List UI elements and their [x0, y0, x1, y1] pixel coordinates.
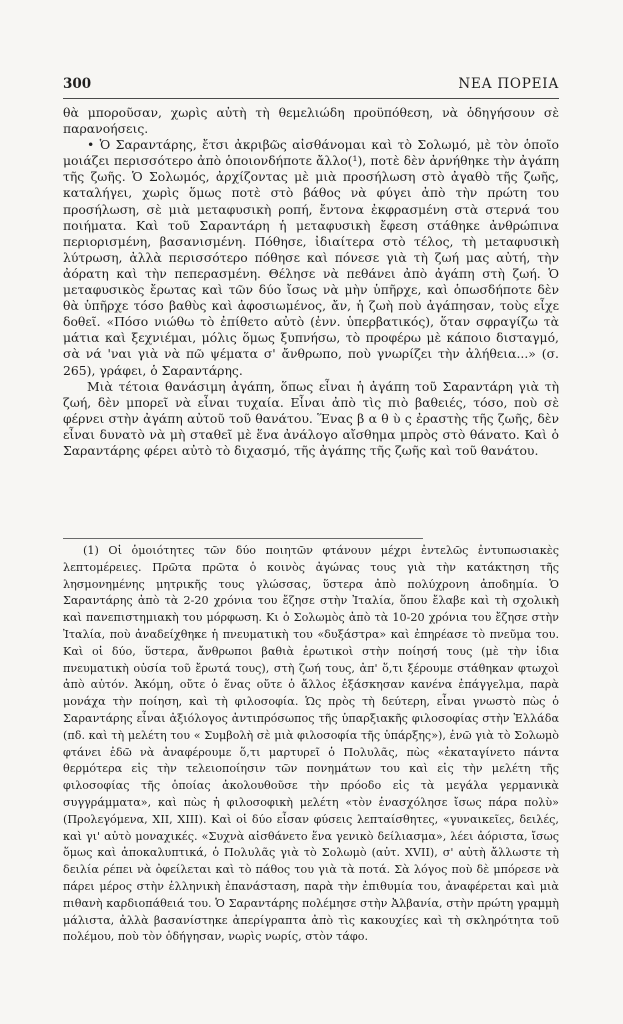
- paragraph-continuation: θὰ μποροῦσαν, χωρὶς αὐτὴ τὴ θεμελιώδη προϋπόθεση, νὰ ὁδηγήσουν σὲ παρανοήσεις.: [63, 105, 559, 137]
- paragraph-deadly-love: Μιὰ τέτοια θανάσιμη ἀγάπη, ὅπως εἶναι ἡ ἀγάπη τοῦ Σαραντάρη γιὰ τὴ ζωή, δὲν μπορεῖ νὰ εἶναι τυχαία. Εἶναι ἀπὸ τὶς πιὸ βαθειές, τόσο, ποὺ σὲ φέρνει στὴν ἀγάπη αὐτοῦ τοῦ θανάτου. Ἕνας β α θ ὺ ς ἐραστὴς τῆς ζωῆς, δὲν εἶναι δυνατὸ νὰ μὴ σταθεῖ μὲ ἕνα ἀνάλογο αἴσθημα μπρὸς στὸ θάνατο. Καὶ ὁ Σαραντάρης φέρει αὐτὸ τὸ διχασμό, τῆς ἀγάπης τῆς ζωῆς καὶ τοῦ θανάτου.: [63, 378, 559, 458]
- footnotes: [63, 543, 559, 946]
- journal-title: ΝΕΑ ΠΟΡΕΙΑ: [458, 76, 559, 92]
- main-text: [63, 105, 559, 459]
- running-header: [63, 76, 559, 92]
- paragraph-sarantaris-solomos: • Ὁ Σαραντάρης, ἔτσι ἀκριβῶς αἰσθάνομαι καὶ τὸ Σολωμό, μὲ τὸν ὁποῖο μοιάζει περισσότερο ἀπὸ ὁποιονδήποτε ἄλλο(¹), ποτὲ δὲν ἀρνήθηκε τὴν ἀγάπη τῆς ζωῆς. Ὁ Σολωμός, ἀρχίζοντας μὲ μιὰ προσήλωση στὸ ἀγαθὸ τῆς ζωῆς, καταλήγει, χωρὶς ὅμως ποτὲ στὸ βάθος νὰ φύγει ἀπὸ τὴν πρώτη του προσήλωση, σὲ μιὰ μεταφυσικὴ ροπή, ἔντονα ἐκφρασμένη στὰ στερνά του ποιήματα. Καὶ τοῦ Σαραντάρη ἡ μεταφυσικὴ ἔφεση στάθηκε ἀνθρώπινα περιορισμένη, βασανισμένη. Πόθησε, ἰδιαίτερα στὸ τέλος, τὴ μεταφυσικὴ λύτρωση, ἀλλὰ περισσότερο πόθησε καὶ πόνεσε γιὰ τὴ ζωή μας αὐτή, τὴν ἀόρατη καὶ τὴν πεπερασμένη. Θέλησε νὰ πεθάνει ἀπὸ ἀγάπη στὴ ζωή. Ὁ μεταφυσικὸς ἔρωτας καὶ τῶν δύο ἴσως νὰ μὴν ὑπῆρχε, καὶ ὁπωσδήποτε δὲν θὰ ὑπῆρχε τόσο βαθὺς καὶ ἀφοσιωμένος, ἄν, ἡ ζωὴ ποὺ ἀγάπησαν, τοὺς εἶχε δοθεῖ. «Πόσο νιώθω τὸ ἐπίθετο αὐτὸ (ἐνν. ὑπερβατικός), ὅταν σφραγίζω τὰ μάτια καὶ ξεχνιέμαι, μόλις ὅμως ξυπνήσω, τὸ προφέρω μὲ κάποιο δισταγμό, σὰ νά 'ναι γιὰ νὰ πῶ ψέματα σ' ἄνθρωπο, ποὺ γνωρίζει τὴν ἀλήθεια...» (σ. 265), γράφει, ὁ Σαραντάρης.: [63, 137, 559, 378]
- header-rule: [63, 98, 559, 99]
- page-number: 300: [63, 76, 92, 92]
- footnote-1: (1) Οἱ ὁμοιότητες τῶν δύο ποιητῶν φτάνουν μέχρι ἐντελῶς ἐντυπωσιακὲς λεπτομέρειες. Πρῶτα πρῶτα ὁ κοινὸς ἀγώνας τους γιὰ τὴν κατάκτηση τῆς λησμονημένης μητρικῆς τους γλώσσας, ὕστερα ἀπὸ πολύχρονη ἀποδημία. Ὁ Σαραντάρης ἀπὸ τὰ 2-20 χρόνια του ἔζησε στὴν Ἰταλία, ὅπου ἔλαβε καὶ τὴ σχολικὴ καὶ πανεπιστημιακὴ του μόρφωση. Κι ὁ Σολωμὸς ἀπὸ τὰ 10-20 χρόνια του ἔζησε στὴν Ἰταλία, ποὺ ἀναδείχθηκε ἡ πνευματικὴ του «δυξάστρα» καὶ ἐπηρέασε τὸ πνεῦμα του. Καὶ οἱ δύο, ὕστερα, ἄνθρωποι βαθιὰ ἐρωτικοὶ στὴν ποίησή τους (μὲ τὴν ἰδια πνευματικὴ οὐσία τοῦ ἔρωτά τους), στὴ ζωή τους, ἀπ' ὅ,τι ξέρουμε στάθηκαν φτωχοὶ ἀπὸ αὐτόν. Ἀκόμη, οὔτε ὁ ἕνας οὔτε ὁ ἄλλος ἐξάσκησαν κανένα ἐπάγγελμα, παρὰ μονάχα τὴν ποίηση, καὶ τὴ φιλοσοφία. Ὡς πρὸς τὴ δεύτερη, εἶναι γνωστὸ πὼς ὁ Σαραντάρης εἶναι ἀξιόλογος ἀντιπρόσωπος τῆς ὑπαρξιακῆς φιλοσοφίας στὴν Ἑλλάδα (πδ. καὶ τὴ μελέτη του « Συμβολὴ σὲ μιὰ φιλοσοφία τῆς ὑπάρξης»), ἐνῶ γιὰ τὸ Σολωμὸ φτάνει ἐδῶ νὰ ἀναφέρουμε ὅ,τι μαρτυρεῖ ὁ Πολυλᾶς, πὼς «ἐκαταγίνετο πάντα θερμότερα εἰς τὴν τελειοποίησιν τῶν πονημάτων του καὶ εἰς τὴν μελέτη τῆς φιλοσοφίας τῆς ὁποίας ἀκολουθοῦσε τὴν πρόοδο εἰς τὰ μεγάλα γερμανικὰ συγγράμματα», καὶ πὼς ἡ φιλοσοφικὴ μελέτη «τὸν ἐνασχόλησε ἴσως πάρα πολὺ» (Προλεγόμενα, XII, XIII). Καὶ οἱ δύο εἶσαν φύσεις λεπταίσθητες, «γυναικεῖες, δειλές, καὶ γι' αὐτὸ μοναχικές. «Συχνὰ αἰσθάνετο ἕνα γενικὸ δείλιασμα», λέει ἀόριστα, ἴσως ὅμως καὶ ἀποκαλυπτικά, ὁ Πολυλᾶς γιὰ τὸ Σολωμὸ (αὐτ. XVII), σ' αὐτὴ ἄλλωστε τὴ δειλία ρέπει νὰ ὀφείλεται καὶ τὸ πάθος του γιὰ τὰ ποτά. Σὰ λόγος ποὺ δὲ μπόρεσε νὰ πάρει μέρος στὴν ἑλληνικὴ ἐπανάσταση, παρὰ τὴν ἐπιθυμία του, ἀναφέρεται καὶ μιὰ πιθανὴ καρδιοπάθειά του. Ὁ Σαραντάρης πολέμησε στὴν Ἀλβανία, στὴν πρώτη γραμμὴ μάλιστα, ἀλλὰ βασανίστηκε ἀπερίγραπτα ἀπὸ τὶς κακουχίες καὶ τὴ σκληρότητα τοῦ πολέμου, ποὺ τὸν ὁδήγησαν, νωρὶς νωρίς, στὸν τάφο.: [63, 544, 559, 944]
- footnote-rule: [63, 538, 423, 539]
